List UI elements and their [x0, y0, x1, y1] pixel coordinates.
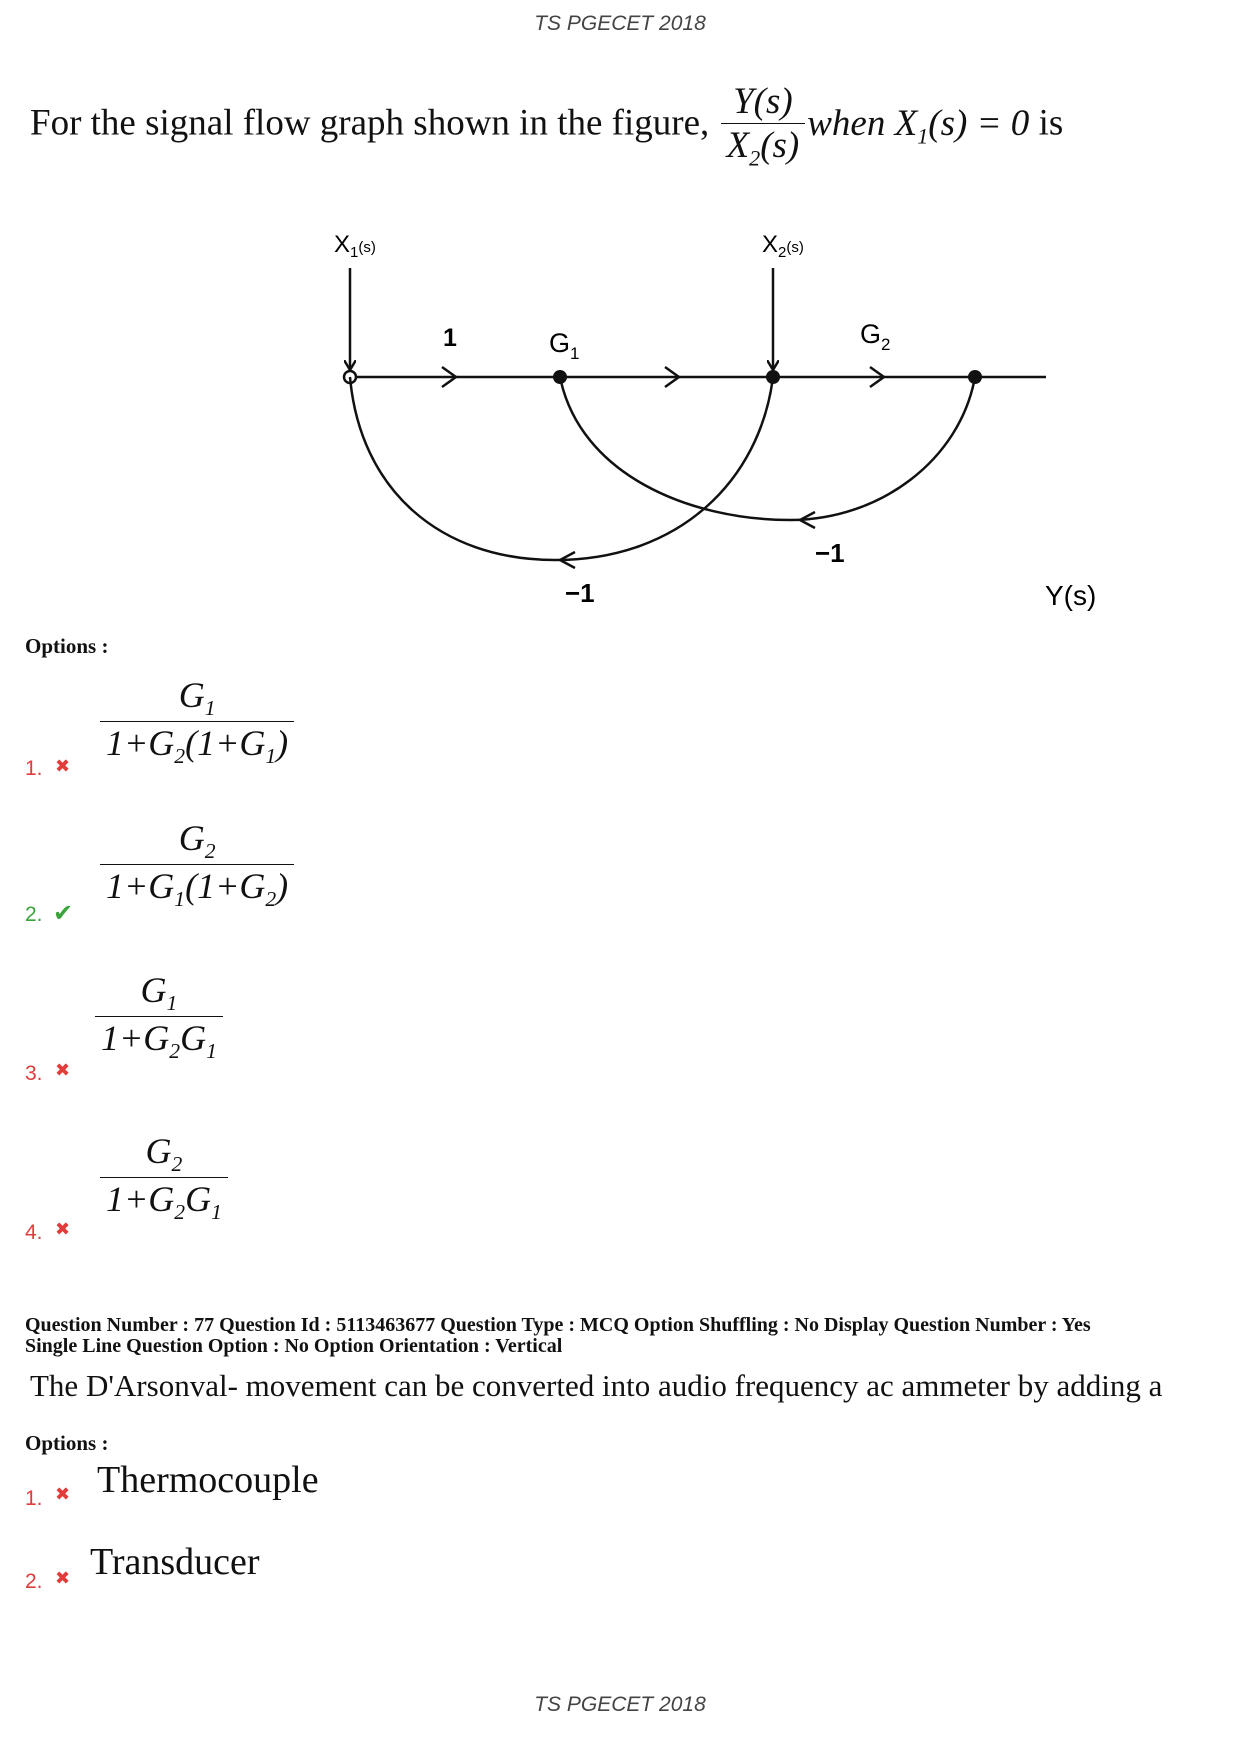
option-1-answer[interactable]: $\frac{G_1}{1+G_2(1+G_1)}$	[98, 676, 296, 769]
page-footer: TS PGECET 2018	[534, 1693, 706, 1716]
wrong-mark-icon: ✖	[55, 1484, 71, 1505]
label-gain-1: 1	[443, 324, 457, 352]
label-gain-g2: $G_2$	[860, 319, 891, 354]
option-4-number: 4.	[25, 1221, 43, 1244]
meta-line-2: Single Line Question Option : No Option Orientation : Vertical	[25, 1335, 563, 1357]
label-x2: $X_2^{(s)}$	[762, 231, 804, 261]
option-1-number: 1.	[25, 1487, 43, 1510]
signal-flow-graph	[0, 0, 1240, 640]
label-x1: $X_1^{(s)}$	[334, 231, 376, 261]
option-2-answer[interactable]: Transducer	[90, 1541, 260, 1583]
feedback-loop-inner	[560, 377, 975, 520]
ratio-denominator: $X_2(s)$	[721, 123, 806, 171]
question-suffix: is	[1038, 102, 1064, 144]
ratio-numerator: Y(s)	[733, 81, 793, 122]
label-output: Y(s)	[1045, 580, 1097, 611]
label-feedback-outer: −1	[565, 578, 595, 608]
wrong-mark-icon: ✖	[55, 1568, 71, 1589]
condition-text: when $X_1(s) = 0$	[807, 102, 1030, 149]
wrong-mark-icon: ✖	[55, 756, 71, 777]
option-3-answer[interactable]: $\frac{G_1}{1+G_2G_1}$	[93, 971, 225, 1064]
correct-mark-icon: ✔	[53, 899, 74, 927]
label-gain-g1: $G_1$	[549, 328, 580, 363]
question-77-meta	[25, 1315, 1091, 1357]
wrong-mark-icon: ✖	[55, 1219, 71, 1240]
page-header: TS PGECET 2018	[534, 12, 706, 35]
option-3-number: 3.	[25, 1062, 43, 1085]
options-label: Options :	[25, 634, 109, 658]
option-1-number: 1.	[25, 757, 43, 780]
feedback-loop-outer	[350, 377, 773, 560]
options-label: Options :	[25, 1431, 109, 1455]
meta-line-1: Question Number : 77 Question Id : 5113463677 Question Type : MCQ Option Shuffling : No Display Question Number : Yes	[25, 1314, 1091, 1336]
option-2-number: 2.	[25, 903, 43, 926]
question-text: For the signal flow graph shown in the figure,	[30, 102, 710, 144]
option-2-answer[interactable]: $\frac{G_2}{1+G_1(1+G_2)}$	[98, 819, 296, 912]
question-77-prompt: The D'Arsonval- movement can be converted into audio frequency ac ammeter by adding a	[30, 1368, 1163, 1403]
option-4-answer[interactable]: $\frac{G_2}{1+G_2G_1}$	[98, 1132, 230, 1225]
option-2-number: 2.	[25, 1570, 43, 1593]
wrong-mark-icon: ✖	[55, 1060, 71, 1081]
label-feedback-inner: −1	[815, 538, 845, 568]
option-1-answer[interactable]: Thermocouple	[97, 1459, 319, 1501]
